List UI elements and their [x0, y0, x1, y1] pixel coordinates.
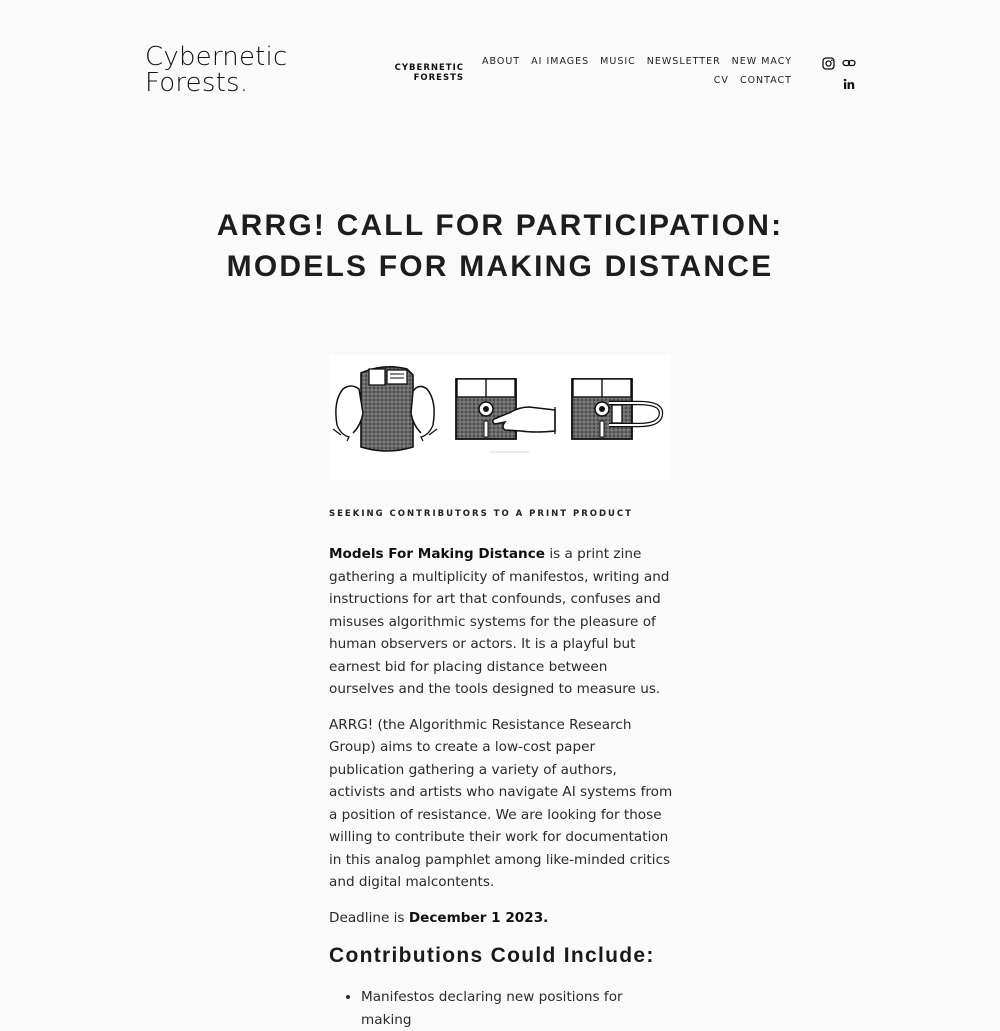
link-icon[interactable]: [842, 56, 856, 70]
main-nav: [462, 56, 792, 87]
linkedin-icon[interactable]: [842, 77, 856, 91]
zine-name: Models For Making Distance: [329, 546, 546, 562]
nav-newsletter[interactable]: NEWSLETTER: [646, 56, 721, 67]
site-tag-line-1: CYBERNETIC: [394, 63, 464, 73]
page-title: [150, 205, 850, 287]
logo-line-2: Forests.: [145, 68, 249, 98]
social-links: [820, 56, 856, 91]
nav-about[interactable]: ABOUT: [482, 56, 521, 67]
paragraph-intro-text: is a print zine gathering a multiplicity of manifestos, writing and instructions for art that confounds, confuses and misuses algorithmic systems for the pleasure of human observers or actors. It is a playful but earnest bid for placing distance between ourselves and the tools designed to measure us.: [329, 546, 670, 697]
locked-floppy-figure: [572, 379, 661, 439]
article-body: [329, 507, 674, 1031]
article-eyebrow: SEEKING CONTRIBUTORS TO A PRINT PRODUCT: [329, 509, 633, 519]
list-item: • Manifestos declaring new positions for making: [361, 986, 674, 1031]
site-tag[interactable]: [384, 63, 464, 83]
deadline: [329, 907, 674, 930]
logo-line-1: Cybernetic: [145, 42, 288, 72]
paragraph-arrg: ARRG! (the Algorithmic Resistance Research Group) aims to create a low-cost paper publication gathering a variety of authors, activists and artists who navigate AI systems from a position of resistance. We are looking for those willing to contribute their work for documentation in this analog pamphlet among like-minded critics and digital malcontents.: [329, 716, 673, 890]
nav-music[interactable]: MUSIC: [600, 56, 636, 67]
title-line-1: ARRG! CALL FOR PARTICIPATION:: [216, 209, 784, 242]
deadline-label: Deadline is: [329, 909, 409, 926]
contributions-heading: Contributions Could Include:: [329, 944, 655, 967]
title-line-2: MODELS FOR MAKING DISTANCE: [226, 250, 774, 283]
nav-contact[interactable]: CONTACT: [739, 75, 792, 86]
nav-new-macy[interactable]: NEW MACY: [731, 56, 792, 67]
paragraph-intro: [329, 543, 674, 701]
deadline-date: December 1 2023.: [408, 909, 549, 926]
contributions-list: [329, 986, 674, 1031]
site-logo[interactable]: [145, 44, 287, 96]
hero-illustration: [329, 355, 671, 480]
nav-ai-images[interactable]: AI IMAGES: [531, 56, 590, 67]
floppy-with-hand-figure: [456, 379, 555, 439]
instagram-icon[interactable]: [821, 56, 835, 70]
nav-cv[interactable]: CV: [713, 75, 729, 86]
site-tag-line-2: FORESTS: [413, 73, 464, 83]
bent-floppy-figure: [333, 367, 437, 451]
